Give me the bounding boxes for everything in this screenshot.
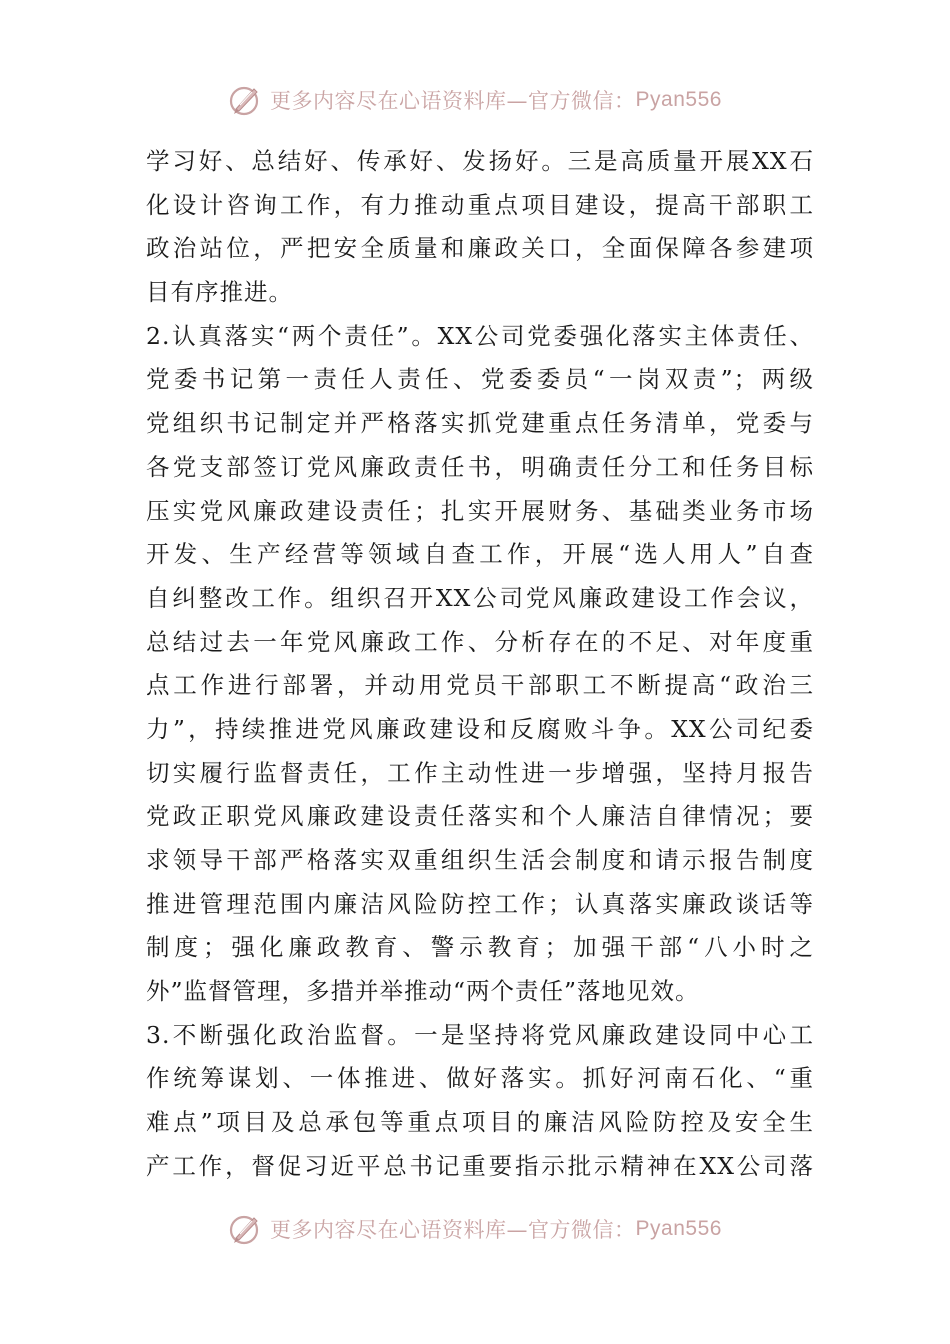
text-line: 求领导干部严格落实双重组织生活会制度和请示报告制度 [146, 846, 814, 874]
document-body [146, 140, 814, 1189]
header-watermark [0, 80, 950, 120]
text-line: 各党支部签订党风廉政责任书，明确责任分工和任务目标 [146, 452, 814, 481]
text-line: 开发、生产经营等领域自查工作，开展“选人用人”自查 [146, 540, 814, 569]
text-line: 总结过去一年党风廉政工作、分析存在的不足、对年度重 [146, 627, 814, 656]
wechat-id: Pyan556 [635, 88, 722, 111]
quill-pen-logo-icon [228, 83, 262, 117]
text-line: 力”，持续推进党风廉政建设和反腐败斗争。XX公司纪委 [146, 714, 814, 743]
quill-pen-logo-icon [228, 1212, 262, 1246]
text-line: 作统筹谋划、一体推进、做好落实。抓好河南石化、“重 [146, 1064, 814, 1093]
text-line: 政治站位，严把安全质量和廉政关口，全面保障各参建项 [146, 234, 814, 263]
text-line: 2.认真落实“两个责任”。XX公司党委强化落实主体责任、 [146, 321, 814, 350]
text-line: 切实履行监督责任，工作主动性进一步增强，坚持月报告 [146, 758, 814, 787]
text-line: 3.不断强化政治监督。一是坚持将党风廉政建设同中心工 [146, 1020, 814, 1049]
text-line: 党组织书记制定并严格落实抓党建重点任务清单，党委与 [146, 409, 814, 438]
footer-watermark [0, 1209, 950, 1249]
text-line: 推进管理范围内廉洁风险防控工作；认真落实廉政谈话等 [146, 889, 814, 918]
text-line: 难点”项目及总承包等重点项目的廉洁风险防控及安全生 [146, 1108, 814, 1137]
text-line: 学习好、总结好、传承好、发扬好。三是高质量开展XX石 [146, 147, 814, 175]
wechat-id: Pyan556 [635, 1217, 722, 1240]
watermark-text: 更多内容尽在心语资料库—官方微信： [270, 89, 636, 113]
text-line: 制度；强化廉政教育、警示教育；加强干部“八小时之 [146, 933, 814, 962]
text-line: 自纠整改工作。组织召开XX公司党风廉政建设工作会议， [146, 583, 814, 612]
text-line: 产工作，督促习近平总书记重要指示批示精神在XX公司落 [146, 1151, 814, 1180]
text-line: 外”监督管理，多措并举推动“两个责任”落地见效。 [146, 977, 700, 1006]
watermark-text: 更多内容尽在心语资料库—官方微信： [270, 1218, 636, 1242]
text-line: 压实党风廉政建设责任；扎实开展财务、基础类业务市场 [146, 496, 814, 525]
text-line: 目有序推进。 [146, 278, 293, 307]
text-line: 党委书记第一责任人责任、党委委员“一岗双责”；两级 [146, 365, 814, 394]
text-line: 点工作进行部署，并动用党员干部职工不断提高“政治三 [146, 671, 814, 700]
text-line: 党政正职党风廉政建设责任落实和个人廉洁自律情况；要 [146, 802, 814, 831]
text-line: 化设计咨询工作，有力推动重点项目建设，提高干部职工 [146, 190, 814, 219]
